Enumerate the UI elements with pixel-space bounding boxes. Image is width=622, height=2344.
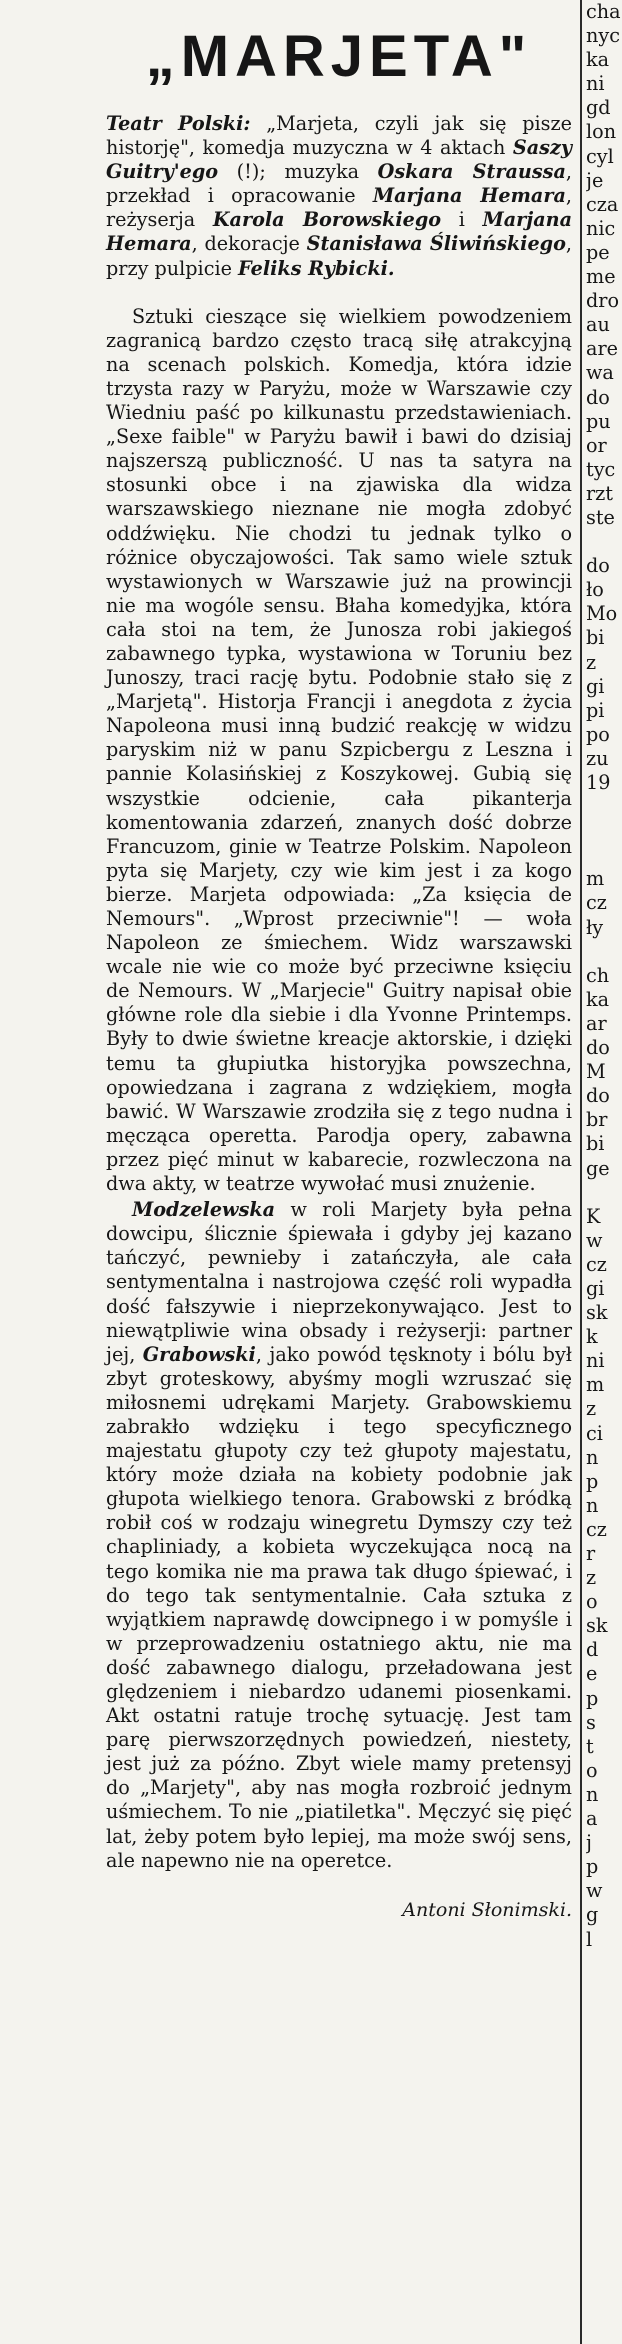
article-headline: „MARJETA" [145, 24, 533, 89]
adjacent-column-line: gi [586, 1276, 605, 1300]
adjacent-column-line: l [586, 1927, 593, 1951]
credits-text: , reżyserja [106, 184, 572, 232]
adjacent-column-line: ło [586, 578, 604, 602]
adjacent-column-line: z [586, 1397, 597, 1421]
conductor-name: Feliks Rybicki. [238, 256, 395, 280]
adjacent-column-line: je [586, 168, 604, 192]
review-article [106, 24, 573, 1921]
adjacent-column-line: K [586, 1204, 601, 1228]
actress-name: Modzelewska [132, 1198, 276, 1222]
adjacent-column-line: or [586, 433, 607, 457]
adjacent-column-line [586, 795, 622, 819]
author-name: Saszy Guitry'ego [106, 136, 572, 184]
adjacent-column-line: g [586, 1903, 599, 1927]
adjacent-column-line: do [586, 385, 610, 409]
adjacent-column-line: k [586, 1325, 598, 1349]
adjacent-column-line: z [586, 1566, 597, 1590]
adjacent-column-fragment [586, 0, 622, 2344]
adjacent-column-line: cha [586, 0, 621, 23]
adjacent-column-line: ge [586, 1156, 610, 1180]
adjacent-column-line: ni [586, 72, 605, 96]
adjacent-column-line: do [586, 1084, 610, 1108]
adjacent-column-line: r [586, 1542, 596, 1565]
review-text: , jako powód tęsknoty i bólu był zbyt groteskowy, abyśmy mogli wzruszać się miłosnemi udrękami Marjety. Grabowskiemu zabrakło wdzięku i tego specyficznego majestatu głupoty czy też głupoty majestatu, który może działa na kobiety podobnie jak głupota wielkiego tenora. Grabowski z bródką robił coś w rodzaju winegretu Dymszy czy też chapliniady, a kobieta wyczekująca nocą na tego komika nie ma prawa tak długo śpiewać, i do tego tak sentymentalnie. Cała sztuka z wyjątkiem naprawdę dowcipnego i w pomyśle i w przeprowadzeniu ostatniego aktu, nie ma dość zabawnego dialogu, przeładowana jest ględzeniem i niebardzo udanemi piosenkami. Akt ostatni ratuje trochę sytuację. Jest tam parę pierwszorzędnych powiedzeń, niestety, jest już za późno. Zbyt wiele mamy pretensyj do „Marjety", aby nas mogła rozbroić jednym uśmiechem. To nie „piatiletka". Męczyć się pięć lat, żeby potem było lepiej, ma może swój sens, ale napewno nie na operetce. [106, 1342, 573, 1872]
adjacent-column-line: o [586, 1758, 598, 1782]
translator-name: Marjana Hemara [372, 184, 566, 208]
adjacent-column-line [586, 530, 622, 554]
adjacent-column-line: tyc [586, 457, 616, 481]
adjacent-column-line: cz [586, 891, 607, 915]
adjacent-column-line: cz [586, 1252, 607, 1276]
adjacent-column-line [586, 940, 622, 964]
adjacent-column-line: M [586, 1060, 606, 1084]
adjacent-column-line: bi [586, 1132, 605, 1156]
adjacent-column-line: ci [586, 1421, 603, 1445]
credits-text: „Marjeta, czyli jak się pisze historję", komedja muzyczna w 4 aktach [106, 112, 572, 160]
adjacent-column-line: d [586, 1638, 599, 1662]
production-credits [106, 112, 572, 281]
adjacent-column-line: ka [586, 48, 610, 72]
adjacent-column-line: gi [586, 674, 605, 698]
adjacent-column-line: e [586, 1662, 598, 1686]
adjacent-column-line: ni [586, 1349, 605, 1373]
adjacent-column-line: ste [586, 505, 615, 529]
credits-text: i [441, 208, 483, 232]
adjacent-column-line: rzt [586, 481, 613, 505]
composer-name: Oskara Straussa [377, 160, 566, 184]
adjacent-column-line: bi [586, 626, 605, 650]
adjacent-column-line [586, 819, 622, 843]
adjacent-column-line: lon [586, 120, 617, 144]
adjacent-column-line: zu [586, 746, 609, 770]
adjacent-column-line: pu [586, 409, 611, 433]
director-name: Karola Borowskiego [212, 208, 442, 232]
adjacent-column-line: z [586, 650, 597, 674]
adjacent-column-line: w [586, 1879, 603, 1903]
adjacent-column-line: au [586, 313, 610, 337]
adjacent-column-line: p [586, 1855, 599, 1879]
review-paragraph: Sztuki cieszące się wielkiem powodzeniem zagranicą bardzo często tracą siłę atrakcyjną na scenach polskich. Komedja, która idzie trzysta razy w Paryżu, może w Warszawie czy Wiedniu paść po kilkunastu przedstawieniach. „Sexe faible" w Paryżu bawił i bawi do dzisiaj najszerszą publiczność. U nas ta satyra na stosunki obce i na zjawiska dla widza warszawskiego nieznane nie mogła zdobyć oddźwięku. Nie chodzi tu jednak tylko o różnice obyczajowości. Tak samo wiele sztuk wystawionych w Warszawie już na prowincji nie ma wogóle sensu. Błaha komedyjka, która cała stoi na tem, że Junosza robi jakiegoś zabawnego typka, wystawiona w Toruniu bez Junoszy, traci rację bytu. Podobnie stało się z „Marjetą". Historja Francji i anegdota z życia Napoleona musi inną budzić reakcję w widzu paryskim niż w panu Szpicbergu z Leszna i pannie Kolasińskiej z Koszykowej. Gubią się wszystkie odcienie, cała pikanterja komentowania zdarzeń, znanych dość dobrze Francuzom, ginie w Teatrze Polskim. Napoleon pyta się Marjety, czy wie kim jest i za kogo bierze. Marjeta odpowiada: „Za księcia de Nemours". „Wprost przeciwnie"! — woła Napoleon ze śmiechem. Widz warszawski wcale nie wie co może być przeciwne księciu de Nemours. W „Marjecie" Guitry napisał obie główne role dla siebie i dla Yvonne Printemps. Były to dwie świetne kreacje aktorskie, i dzięki temu ta głupiutka historyjka powszechna, opowiedzana i zagrana z wdziękiem, mogła bawić. W Warszawie zrodziła się z tego nudna i męcząca operetta. Parodja opery, zabawna przez pięć minut w kabarecie, rozwleczona na dwa akty, w teatrze wywołać musi znużenie. [106, 304, 572, 1196]
adjacent-column-line: po [586, 722, 610, 746]
adjacent-column-line: s [586, 1710, 596, 1734]
adjacent-column-line: 19 [586, 771, 611, 794]
adjacent-column-line: sk [586, 1614, 608, 1638]
adjacent-column-line: m [586, 867, 605, 891]
adjacent-column-line: sk [586, 1301, 608, 1325]
credits-text: , przekład i opracowanie [106, 160, 572, 208]
adjacent-column-line: dro [586, 289, 620, 313]
adjacent-column-line: ch [586, 963, 610, 987]
credits-text: , przy pulpicie [106, 232, 573, 280]
adjacent-column-line: cyl [586, 144, 614, 168]
review-text: w roli Marjety była pełna dowcipu, ślicznie śpiewała i gdyby jej kazano tańczyć, pewnieby i zatańczyła, ale cała sentymentalna i nastrojowa część roli wypadła dość fałszywie i nieprzekonywająco. Jest to niewątpliwie wina obsady i reżyserji: partner jej, [106, 1198, 572, 1366]
adjacent-column-line: j [586, 1831, 592, 1855]
adjacent-column-line: nic [586, 216, 616, 240]
adjacent-column-line: ka [586, 987, 610, 1011]
adjacent-column-line: p [586, 1686, 599, 1710]
adjacent-column-line: n [586, 1493, 599, 1517]
adjacent-column-line: br [586, 1108, 608, 1132]
adjacent-column-line: t [586, 1734, 594, 1758]
actor-name: Grabowski [142, 1342, 256, 1366]
column-rule [580, 0, 582, 2344]
adjacent-column-line: ar [586, 1011, 607, 1035]
adjacent-column-line: Mo [586, 602, 618, 626]
adjacent-column-line: pe [586, 240, 610, 264]
adjacent-column-line: me [586, 265, 616, 289]
adjacent-column-line: a [586, 1807, 598, 1831]
adjacent-column-line [586, 843, 622, 867]
set-designer-name: Stanisława Śliwińskiego [306, 232, 566, 256]
adjacent-column-line: cz [586, 1517, 607, 1541]
adjacent-column-line: wa [586, 361, 614, 385]
adjacent-column-line: are [586, 337, 618, 361]
adjacent-column-line: pi [586, 698, 605, 722]
adjacent-column-line: nyc [586, 24, 620, 48]
adjacent-column-line: n [586, 1445, 599, 1469]
co-director-name: Marjana Hemara [106, 208, 573, 256]
adjacent-column-line: n [586, 1782, 599, 1806]
adjacent-column-line: m [586, 1373, 605, 1397]
adjacent-column-line: cza [586, 192, 619, 216]
adjacent-column-line: gd [586, 96, 611, 120]
author-signature: Antoni Słonimski. [402, 1898, 572, 1921]
adjacent-column-line: w [586, 1228, 603, 1252]
adjacent-column-line: ły [586, 915, 604, 939]
credits-text: , dekoracje [191, 232, 307, 256]
theatre-name: Teatr Polski: [106, 112, 251, 135]
adjacent-column-line: p [586, 1469, 599, 1493]
adjacent-column-line [586, 1181, 622, 1205]
adjacent-column-line: do [586, 1036, 610, 1060]
credits-text: (!); muzyka [218, 160, 378, 184]
adjacent-column-line: o [586, 1590, 598, 1614]
review-paragraph [106, 1198, 572, 1873]
adjacent-column-line: do [586, 554, 610, 578]
